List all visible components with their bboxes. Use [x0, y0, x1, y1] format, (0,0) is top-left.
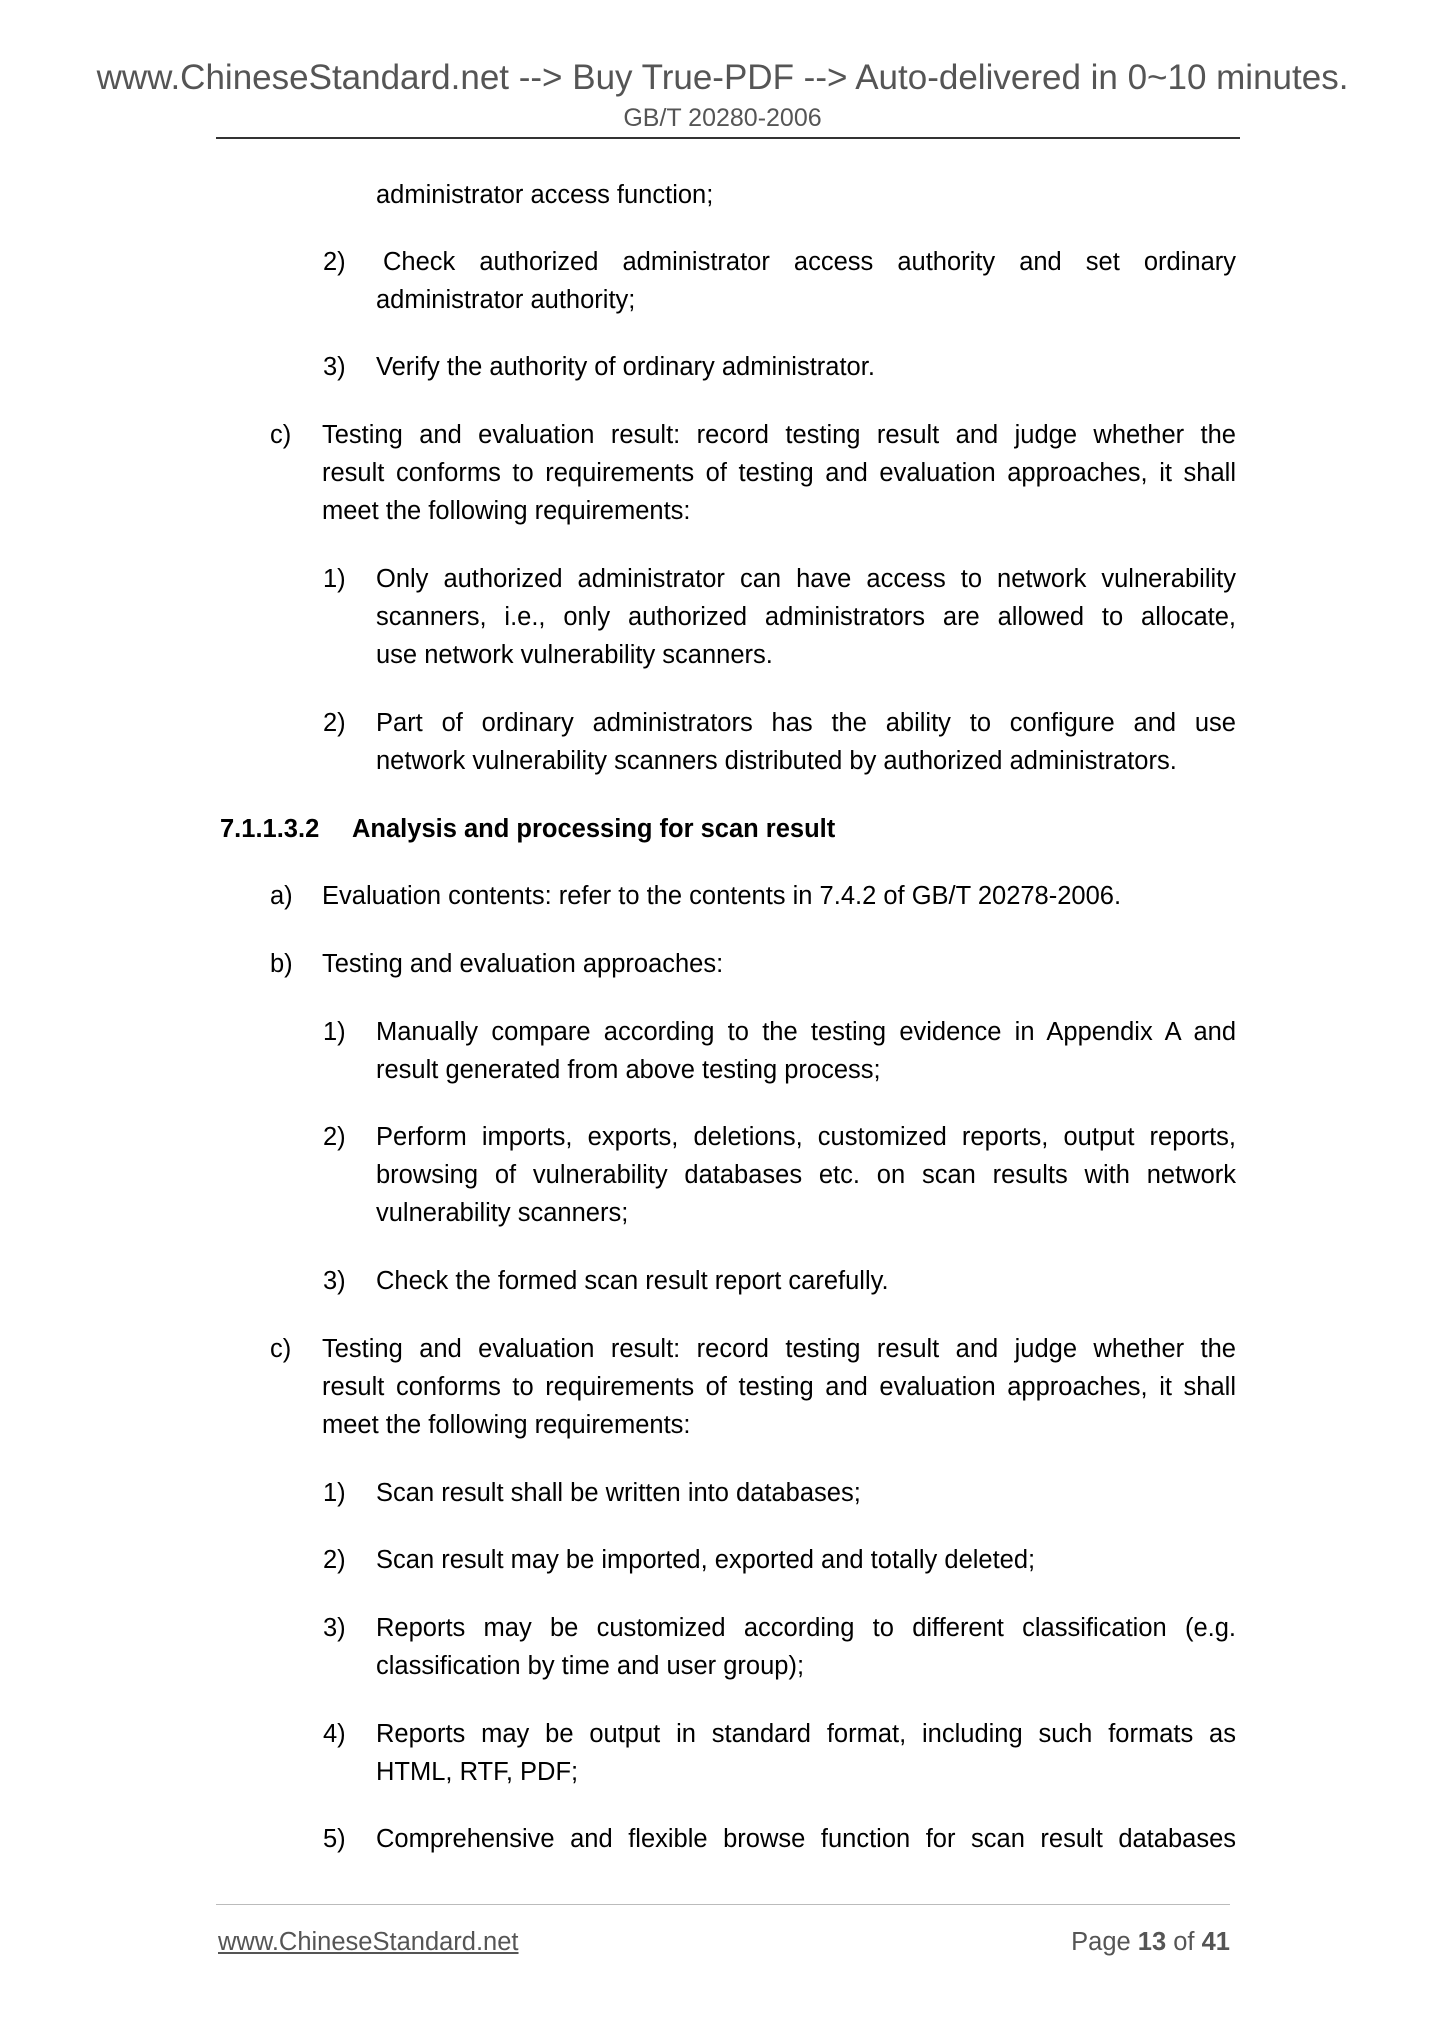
text-line: meet the following requirements:: [322, 497, 691, 525]
list-marker: 2): [323, 1123, 346, 1151]
text-line: meet the following requirements:: [322, 1411, 691, 1439]
page-indicator: [1071, 1925, 1230, 1959]
list-marker: 1): [323, 565, 346, 593]
text-line: result generated from above testing process;: [376, 1056, 881, 1084]
text-line: network vulnerability scanners distributed by authorized administrators.: [376, 747, 1177, 775]
text-line: use network vulnerability scanners.: [376, 641, 773, 669]
text-line: Manually compare according to the testing evidence in Appendix A and: [376, 1018, 1236, 1046]
section-heading: Analysis and processing for scan result: [352, 815, 836, 843]
list-marker: 2): [323, 248, 346, 276]
text-line: Testing and evaluation result: record testing result and judge whether the: [322, 421, 1236, 449]
list-marker: 3): [323, 353, 346, 381]
list-marker: 3): [323, 1267, 346, 1295]
list-marker: 5): [323, 1825, 346, 1853]
text-line: scanners, i.e., only authorized administrators are allowed to allocate,: [376, 603, 1236, 631]
text-line: classification by time and user group);: [376, 1652, 805, 1680]
text-line: Scan result may be imported, exported and totally deleted;: [376, 1546, 1036, 1574]
page-of: of: [1173, 1928, 1195, 1956]
text-line: Part of ordinary administrators has the ability to configure and use: [376, 709, 1236, 737]
list-marker: c): [270, 1335, 292, 1363]
list-marker: a): [270, 882, 293, 910]
text-line: Scan result shall be written into databases;: [376, 1479, 861, 1507]
list-marker: 2): [323, 1546, 346, 1574]
text-line: Testing and evaluation approaches:: [322, 950, 724, 978]
list-marker: 3): [323, 1614, 346, 1642]
list-marker: 1): [323, 1018, 346, 1046]
list-marker: 2): [323, 709, 346, 737]
section-number: 7.1.1.3.2: [220, 815, 320, 843]
header-divider: [216, 137, 1240, 139]
text-line: browsing of vulnerability databases etc. on scan results with network: [376, 1161, 1236, 1189]
text-line: administrator access function;: [376, 181, 714, 209]
text-line: Verify the authority of ordinary administrator.: [376, 353, 875, 381]
text-line: Comprehensive and flexible browse function for scan result databases: [376, 1825, 1236, 1853]
text-line: Only authorized administrator can have access to network vulnerability: [376, 565, 1236, 593]
list-marker: 4): [323, 1720, 346, 1748]
list-marker: b): [270, 950, 293, 978]
total-pages: 41: [1201, 1928, 1230, 1956]
text-line: administrator authority;: [376, 286, 636, 314]
text-line: Evaluation contents: refer to the contents in 7.4.2 of GB/T 20278-2006.: [322, 882, 1122, 910]
text-line: Check authorized administrator access authority and set ordinary: [383, 248, 1236, 276]
list-marker: c): [270, 421, 292, 449]
text-line: Reports may be customized according to different classification (e.g.: [376, 1614, 1236, 1642]
text-line: HTML, RTF, PDF;: [376, 1758, 579, 1786]
text-line: result conforms to requirements of testing and evaluation approaches, it shall: [322, 459, 1236, 487]
current-page: 13: [1137, 1928, 1167, 1956]
header-banner[interactable]: www.ChineseStandard.net --> Buy True-PDF --> Auto-delivered in 0~10 minutes.: [96, 58, 1349, 97]
text-line: Check the formed scan result report carefully.: [376, 1267, 889, 1295]
page-word: Page: [1071, 1928, 1131, 1956]
text-line: Perform imports, exports, deletions, customized reports, output reports,: [376, 1123, 1236, 1151]
text-line: vulnerability scanners;: [376, 1199, 629, 1227]
footer-divider: [216, 1904, 1230, 1905]
text-line: Reports may be output in standard format, including such formats as: [376, 1720, 1236, 1748]
standard-number: GB/T 20280-2006: [623, 104, 822, 132]
text-line: Testing and evaluation result: record testing result and judge whether the: [322, 1335, 1236, 1363]
list-marker: 1): [323, 1479, 346, 1507]
text-line: result conforms to requirements of testing and evaluation approaches, it shall: [322, 1373, 1236, 1401]
footer-link[interactable]: www.ChineseStandard.net: [218, 1928, 519, 1956]
